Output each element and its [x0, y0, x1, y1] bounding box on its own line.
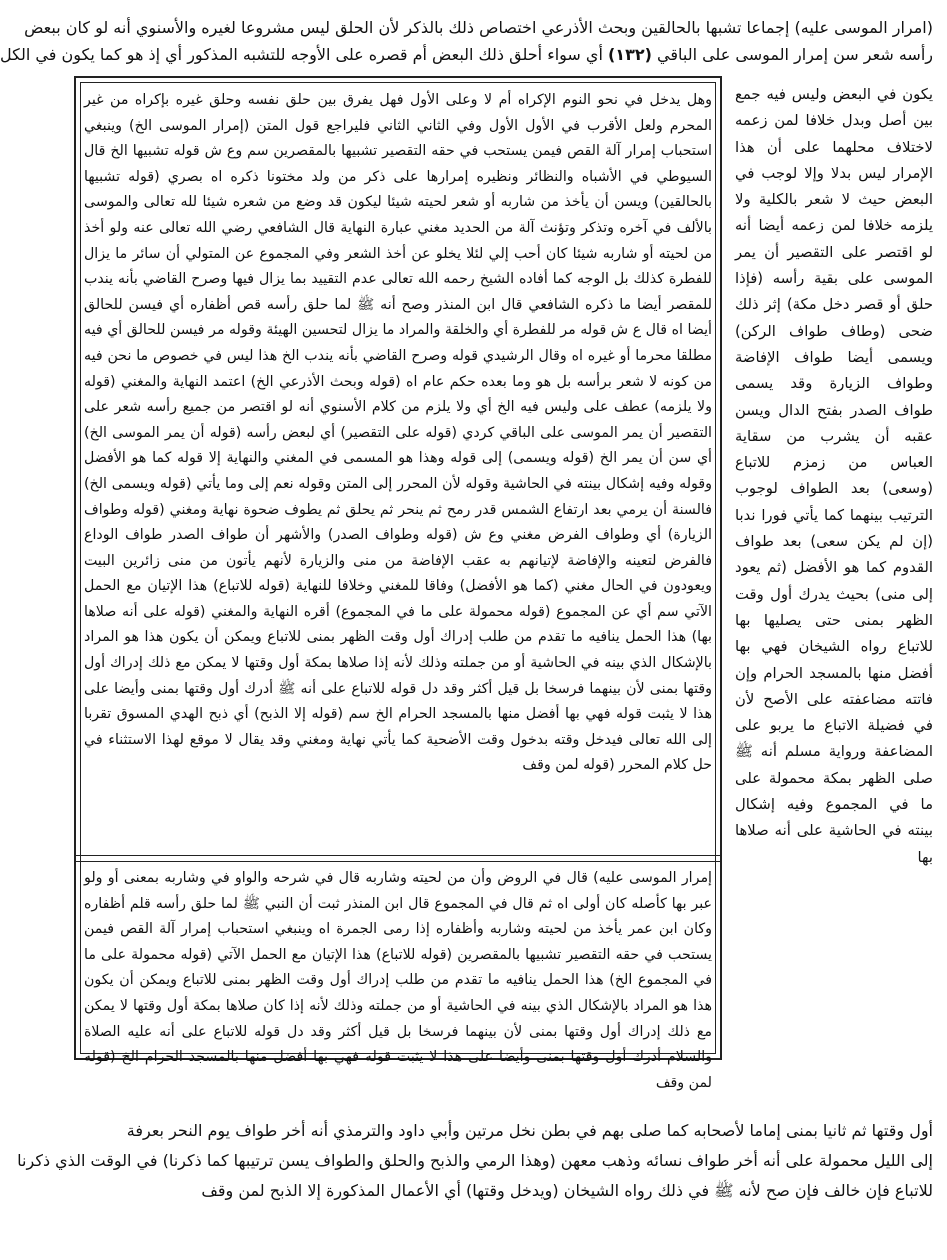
commentary-divider — [76, 855, 720, 862]
commentary-upper-text: وهل يدخل في نحو النوم الإكراه أم لا وعلى الأول فهل يفرق بين حلق نفسه وحلق غيره بإكراه من غير المحرم ولعل الأقرب في الأول الأول وفي الثاني الثاني فليراجع قول المتن (إمرار الموسى الخ) وينبغي استحباب إمرار آلة القص فيمن يستحب في حقه التقصير تشبيها بالمقصرين سم وع ش قوله تشبيها الخ قال السيوطي في الأشباه والنظائر ونظيره إمرارها على ذكر من ولد مختونا ذكره اه بصري (قوله تشبيها بالحالقين) ويسن أن يأخذ من شاربه أو شعر لحيته شيئا ليكون قد وضع من شعره شيئا لله تعالى والموسى بالألف في آخره وتذكر وتؤنث آلة من الحديد مغني عبارة النهاية قال الشافعي رضي الله تعالى عنه ولو أخذ من لحيته أو شاربه شيئا كان أحب إلي لئلا يخلو عن أخذ الشعر وفي المجموع عن المتولي أن سائر ما يزال للفطرة كذلك بل الوجه كما أفاده الشيخ رحمه الله تعالى عدم التقييد بما يزال فيها وصرح القاضي بأنه يندب للمقصر أيضا ما ذكره الشافعي قال ابن المنذر وصح أنه ﷺ لما حلق رأسه قص أظفاره أي فيسن للحالق أيضا اه قال ع ش قوله مر للفطرة أي والخلقة والمراد ما يزال لتحسين الهيئة وقوله مر فيسن للحالق أي فيه مطلقا محرما أو غيره اه وقال الرشيدي قوله وصرح القاضي بأنه يندب الخ هذا ليس في خصوص ما نحن فيه من كونه لا شعر برأسه بل هو وما بعده حكم عام اه (قوله وبحث الأذرعي الخ) اعتمد النهاية والمغني (قوله ولا يلزمه) عطف على وليس فيه الخ أي ولا يلزم من كلام الأسنوي أنه لو اقتصر من جميع رأسه شعر على التقصير أن يمر الموسى على الباقي كردي (قوله على التقصير) أي لبعض رأسه (قوله أن يمر الموسى الخ) أي سن أن يمر الخ (قوله ويسمى) إلى قوله وهذا هو المسمى في المغني والنهاية إلا قوله كما هو الأفضل وقوله وفيه إشكال بينته في الحاشية وقوله لأن المحرر إلى المتن وقوله نعم إلى وما يأتي (قوله ويسمى الخ) فالسنة أن يرمي بعد ارتفاع الشمس قدر رمح ثم ينحر ثم يحلق ثم يطوف ضحوة نهاية ومغني (قوله وطواف الزيارة) أي وطواف الفرض مغني وع ش (قوله وطواف الصدر) والأشهر أن طواف الصدر طواف الوداع فالفرض لتعينه والإفاضة لإتيانهم به عقب الإفاضة من منى والزيارة لأنهم يأتون من منى زائرين البيت ويعودون في الحال مغني (كما هو الأفضل) وفاقا للمغني وخلافا للنهاية (قوله للاتباع) هذا الإتيان مع الحمل الآتي سم أي عن المجموع (قوله محمولة على ما في المجموع) أقره النهاية والمغني (قوله على أنه صلاها بها) هذا الحمل ينافيه ما تقدم من طلب إدراك أول وقت الظهر بمنى للاتباع ويمكن أن يكون هذا هو المراد بالإشكال الذي بينه في الحاشية أو من جملته وذلك لأنه إذا صلاها بمكة أول وقتها لا يمكن مع ذلك إدراك أول وقتها بمنى لأن بينهما فرسخا بل قيل أكثر وقد دل قوله للاتباع على أنه ﷺ أدرك أول وقتها بمنى وأيضا على هذا لا يثبت قوله فهي بها أفضل منها بالمسجد الحرام الخ سم (قوله إلا الذبح) أي ذبح الهدي المسوق تقربا إلى الله تعالى فيدخل وقته بدخول وقت الأضحية كما يأتي نهاية ومغني وقد يقال لا موقع لهذا الاستثناء في حل كلام المحرر (قوله لمن وقف — [84, 92, 712, 774]
header-line-2-end: أي سواء أحلق ذلك البعض أم قصره على الأوجه للتشبه المذكور أي إذ هو كما يكون في الكل — [0, 45, 603, 64]
page-footer — [17, 1116, 933, 1206]
page-header — [0, 14, 933, 68]
footer-line-1: أول وقتها ثم ثانيا بمنى إماما لأصحابه كما صلى بهم في بطن نخل مرتين وأبي داود والترمذي أنه أخر طواف يوم النحر بعرفة — [126, 1121, 933, 1140]
header-line-1: (امرار الموسى عليه) إجماعا تشبها بالحالقين وبحث الأذرعي اختصاص ذلك بالذكر لأن الحلق ليس مشروعا لغيره والأسنوي أنه لو كان ببعض — [24, 18, 933, 37]
footer-line-3: للاتباع فإن خالف فإن صح لأنه ﷺ في ذلك رواه الشيخان (ويدخل وقتها) أي الأعمال المذكورة إلا الذبح لمن وقف — [201, 1181, 933, 1200]
page-number: (١٣٢) — [607, 45, 652, 64]
header-line-2 — [0, 41, 933, 68]
commentary-frame — [74, 76, 722, 1091]
footer-line-2: إلى الليل محمولة على أنه أخر طواف نسائه وذهب معهن (وهذا الرمي والذبح والحلق والطواف يسن ترتيبها كما ذكرنا) في الوقت الذي ذكرنا — [17, 1151, 933, 1170]
matn-margin-column: يكون في البعض وليس فيه جمع بين أصل وبدل خلافا لمن زعمه لاختلاف محلهما على أن هذا الإمرار ليس بدلا وإلا لوجب في البعض حيث لا شعر بالكلية ولا يلزمه خلافا لمن زعمه أيضا أنه لو اقتصر على التقصير أن يمر الموسى على بقية رأسه (فإذا حلق أو قصر دخل مكة) إثر ذلك ضحى (وطاف طواف الركن) ويسمى أيضا طواف الإفاضة وطواف الزيارة وقد يسمى طواف الصدر بفتح الدال ويسن عقبه أن يشرب من سقاية العباس من زمزم للاتباع (وسعى) بعد الطواف لوجوب الترتيب بينهما كما يأتي فورا ندبا (إن لم يكن سعى) بعد طواف القدوم كما هو الأفضل (ثم يعود إلى منى) بحيث يدرك أول وقت الظهر بمنى حتى يصليها بها للاتباع رواه الشيخان فهي بها أفضل منها بالمسجد الحرام وإن فاتته مضاعفته على الأصح لأن في فضيلة الاتباع ما يربو على المضاعفة ورواية مسلم أنه ﷺ صلى الظهر بمكة محمولة على ما في المجموع وفيه إشكال بينته في الحاشية على أنه صلاها بها — [735, 86, 933, 866]
commentary-lower-text: إمرار الموسى عليه) قال في الروض وأن من لحيته وشاربه قال في شرحه والواو في وشاربه بمعنى أو ولو عبر بها كأصله كان أولى اه ثم قال في المجموع قال ابن المنذر ثبت أن النبي ﷺ لما حلق رأسه قلم أظفاره وكان ابن عمر يأخذ من لحيته وشاربه وأظفاره إذا رمى الجمرة اه وينبغي استحباب إمرار آلة القص فيمن يستحب في حقه التقصير تشبيها بالمقصرين (قوله للاتباع) هذا الإتيان مع الحمل الآتي (قوله محمولة على ما في المجموع الخ) هذا الحمل ينافيه ما تقدم من طلب إدراك أول وقت الظهر بمنى للاتباع ويمكن أن يكون هذا هو المراد بالإشكال الذي بينه في الحاشية أو من جملته وذلك لأنه إذا كان صلاها بمكة أول وقتها لا يمكن مع ذلك إدراك أول وقتها بمنى لأن بينهما فرسخا بل قيل أكثر وقد دل قوله للاتباع على أنه عليه الصلاة والسلام أدرك أول وقتها بمنى وأيضا على هذا لا يثبت قوله فهي بها أفضل منها بالمسجد الحرام الخ (قوله لمن وقف — [84, 870, 712, 1091]
header-line-2-start: رأسه شعر سن إمرار الموسى على الباقي — [657, 45, 933, 64]
